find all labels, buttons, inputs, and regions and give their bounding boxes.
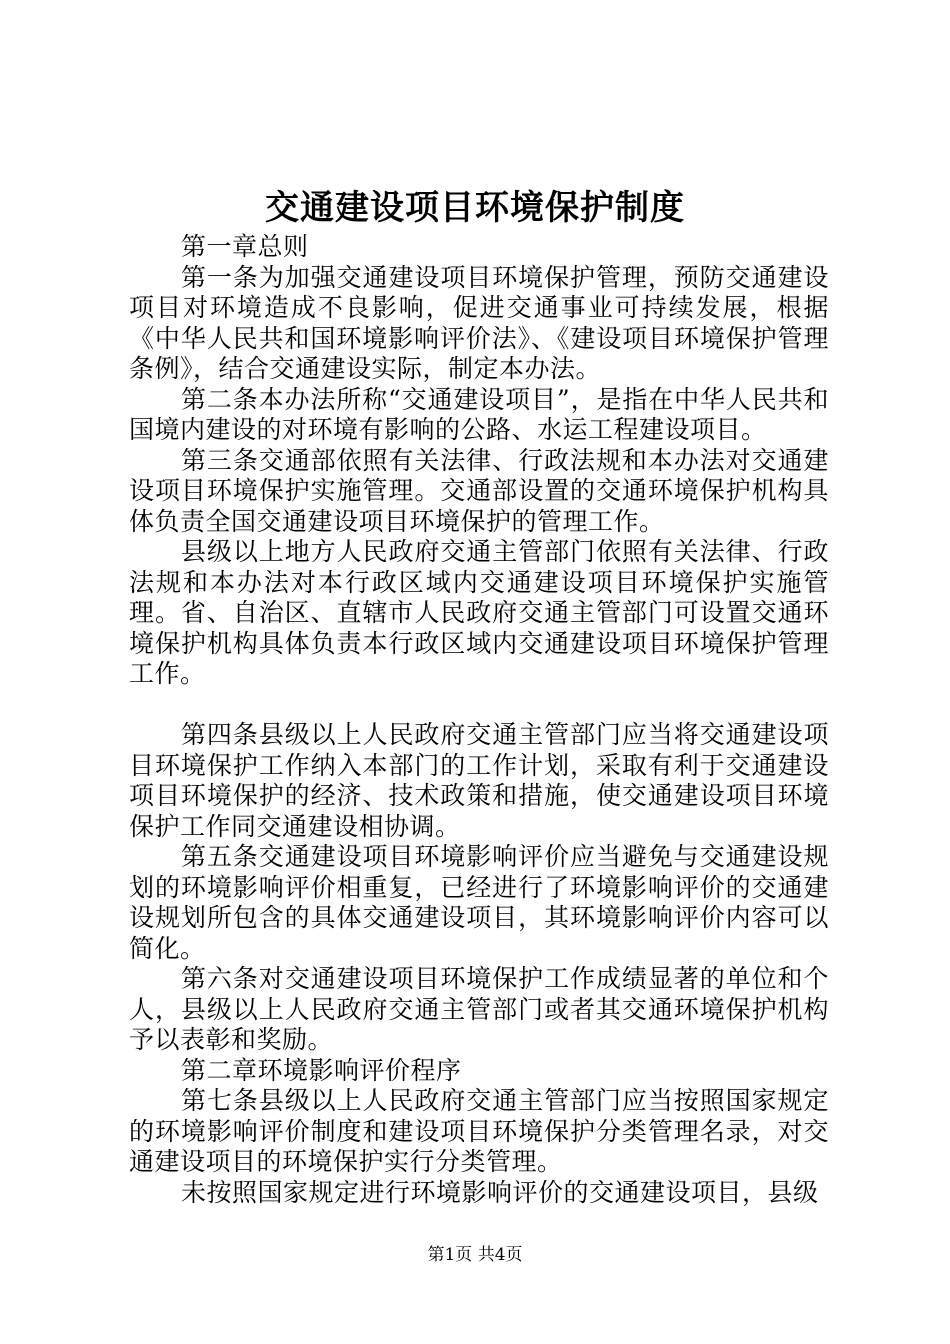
document-title: 交通建设项目环境保护制度 <box>265 188 685 228</box>
article-paragraph: 县级以上地方人民政府交通主管部门依照有关法律、行政法规和本办法对本行政区域内交通建设项目环境保护实施管理。省、自治区、直辖市人民政府交通主管部门可设置交通环境保护机构具体负责本行政区域内交通建设项目环境保护管理工作。 <box>129 537 829 688</box>
article-paragraph: 第二条本办法所称“交通建设项目”，是指在中华人民共和国境内建设的对环境有影响的公路、水运工程建设项目。 <box>129 384 829 444</box>
article-paragraph: 第一条为加强交通建设项目环境保护管理，预防交通建设项目对环境造成不良影响，促进交通事业可持续发展，根据《中华人民共和国环境影响评价法》、《建设项目环境保护管理条例》，结合交通建设实际，制定本办法。 <box>129 262 829 383</box>
article-paragraph: 第三条交通部依照有关法律、行政法规和本办法对交通建设项目环境保护实施管理。交通部设置的交通环境保护机构具体负责全国交通建设项目环境保护的管理工作。 <box>129 445 829 536</box>
article-paragraph: 第六条对交通建设项目环境保护工作成绩显著的单位和个人，县级以上人民政府交通主管部门或者其交通环境保护机构予以表彰和奖励。 <box>129 964 829 1054</box>
paragraph-spacer <box>129 690 829 721</box>
article-paragraph: 第五条交通建设项目环境影响评价应当避免与交通建设规划的环境影响评价相重复，已经进行了环境影响评价的交通建设规划所包含的具体交通建设项目，其环境影响评价内容可以简化。 <box>129 842 829 963</box>
chapter-heading: 第二章环境影响评价程序 <box>181 1055 462 1085</box>
page-number-footer: 第1页 共4页 <box>427 1245 523 1265</box>
document-body <box>129 232 829 1208</box>
article-paragraph: 第七条县级以上人民政府交通主管部门应当按照国家规定的环境影响评价制度和建设项目环境保护分类管理名录，对交通建设项目的环境保护实行分类管理。 <box>129 1086 829 1176</box>
article-paragraph: 未按照国家规定进行环境影响评价的交通建设项目，县级 <box>181 1177 819 1207</box>
chapter-heading: 第一章总则 <box>181 232 309 261</box>
article-paragraph: 第四条县级以上人民政府交通主管部门应当将交通建设项目环境保护工作纳入本部门的工作计划，采取有利于交通建设项目环境保护的经济、技术政策和措施，使交通建设项目环境保护工作同交通建设相协调。 <box>129 720 829 841</box>
